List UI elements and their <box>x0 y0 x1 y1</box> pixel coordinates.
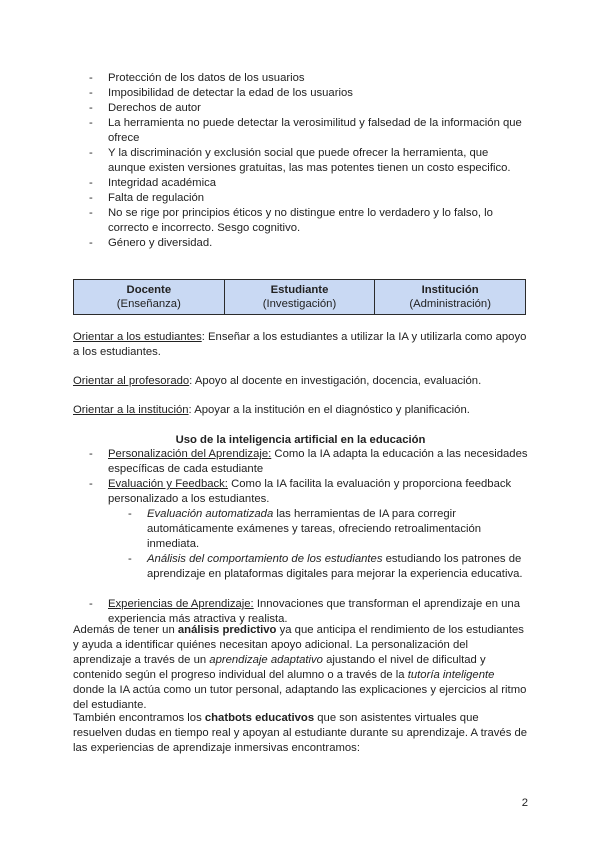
orient-teachers-text: : Apoyo al docente en investigación, docencia, evaluación. <box>189 375 482 387</box>
role-title: Estudiante <box>270 284 329 296</box>
list-item: - Y la discriminación y exclusión social que puede ofrecer la herramienta, que aunque existen versiones gratuitas, las mas potentes tienen un costo especifico. <box>89 146 529 176</box>
role-subtitle: (Administración) <box>409 298 491 310</box>
list-item <box>89 447 529 477</box>
personalization-label: Personalización del Aprendizaje: <box>108 448 272 460</box>
para1-text-c: ya que anticipa el rendimiento de los estudiantes y ayuda a identificar quiénes necesitan apoyo adicional. La personalización del aprendizaje a través de un <box>73 624 524 666</box>
orient-students-paragraph <box>73 330 528 360</box>
orient-students-label: Orientar a los estudiantes <box>73 331 202 343</box>
chatbots-term: chatbots educativos <box>204 712 315 724</box>
behavior-label: Análisis del comportamiento de los estudiantes <box>147 553 383 565</box>
role-cell-estudiante <box>224 280 375 315</box>
orient-teachers-label: Orientar al profesorado <box>73 375 190 387</box>
list-item: - Género y diversidad. <box>89 236 529 251</box>
role-cell-docente <box>74 280 225 315</box>
list-item: - La herramienta no puede detectar la verosimilitud y falsedad de la información que ofrece <box>89 116 529 146</box>
role-title: Institución <box>421 284 479 296</box>
table-row <box>74 280 526 315</box>
role-subtitle: (Enseñanza) <box>116 298 181 310</box>
list-item: - Integridad académica <box>89 176 529 191</box>
list-item: - Imposibilidad de detectar la edad de los usuarios <box>89 86 529 101</box>
orient-institution-label: Orientar a la institución <box>73 404 189 416</box>
role-subtitle: (Investigación) <box>262 298 337 310</box>
list-item <box>128 552 529 582</box>
personalization-text: Como la IA adapta la educación a las necesidades específicas de cada estudiante <box>108 448 528 475</box>
chatbots-paragraph <box>73 711 528 756</box>
orient-institution-paragraph <box>73 403 528 418</box>
evaluation-sublist <box>108 507 529 582</box>
adaptive-term: aprendizaje adaptativo <box>209 654 323 666</box>
page-number: 2 <box>521 797 528 809</box>
orient-students-text: : Enseñar a los estudiantes a utilizar la IA y utilizarla como apoyo a los estudiantes. <box>73 331 527 358</box>
evaluation-label: Evaluación y Feedback: <box>108 478 228 490</box>
role-title: Docente <box>126 284 172 296</box>
para1-text-e: ajustando el nivel de dificultad y contenido según el progreso individual del alumno o a través de la <box>73 654 486 681</box>
orient-teachers-paragraph <box>73 374 528 389</box>
para2-text-c: que son asistentes virtuales que resuelven dudas en tiempo real y apoyan al estudiante durante su aprendizaje. A través de las experiencias de aprendizaje inmersivas encontramos: <box>73 712 528 754</box>
list-item: - No se rige por principios éticos y no distingue entre lo verdadero y lo falso, lo correcto e incorrecto. Sesgo cognitivo. <box>89 206 529 236</box>
predictive-paragraph <box>73 623 528 713</box>
para1-text-g: donde la IA actúa como un tutor personal, adaptando las explicaciones y ejercicios al ritmo del estudiante. <box>73 684 527 711</box>
risks-list <box>89 71 529 251</box>
orient-institution-text: : Apoyar a la institución en el diagnóstico y planificación. <box>188 404 470 416</box>
roles-table <box>73 279 526 315</box>
auto-eval-label: Evaluación automatizada <box>147 508 274 520</box>
experiences-label: Experiencias de Aprendizaje: <box>108 598 254 610</box>
para1-text-a: Además de tener un <box>73 624 178 636</box>
list-item <box>128 507 529 552</box>
uses-list <box>89 447 529 627</box>
list-item <box>89 477 529 582</box>
auto-eval-text: las herramientas de IA para corregir automáticamente exámenes y tareas, ofreciendo retroalimentación inmediata. <box>147 508 482 550</box>
role-cell-institucion <box>375 280 526 315</box>
behavior-text: estudiando los patrones de aprendizaje en plataformas digitales para mejorar la experiencia educativa. <box>147 553 523 580</box>
evaluation-text: Como la IA facilita la evaluación y proporciona feedback personalizado a los estudiantes. <box>108 478 512 505</box>
para2-text-a: También encontramos los <box>73 712 205 724</box>
predictive-term: análisis predictivo <box>177 624 277 636</box>
section-title: Uso de la inteligencia artificial en la educación <box>175 434 426 446</box>
list-item: - Falta de regulación <box>89 191 529 206</box>
list-item: - Derechos de autor <box>89 101 529 116</box>
list-item: - Protección de los datos de los usuarios <box>89 71 529 86</box>
experiences-text: Innovaciones que transforman el aprendizaje en una experiencia más atractiva y realista. <box>108 598 520 625</box>
tutoring-term: tutoría inteligente <box>407 669 495 681</box>
